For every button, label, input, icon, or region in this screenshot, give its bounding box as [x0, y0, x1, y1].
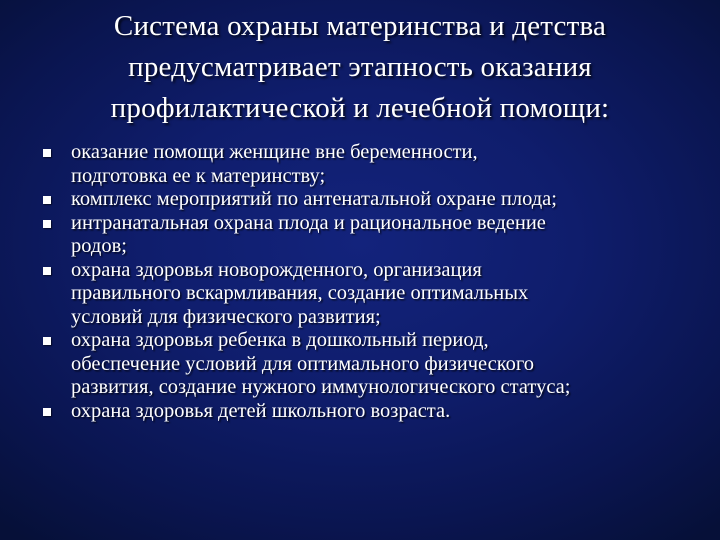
bullet-item [42, 212, 692, 259]
bullet-text: оказание помощи женщине вне беременности, подготовка ее к материнству; [71, 141, 478, 187]
bullet-item [42, 400, 692, 424]
bullet-text: охрана здоровья новорожденного, организация правильного вскармливания, создание оптимальных условий для физического развития; [71, 258, 529, 328]
square-bullet-icon [43, 220, 51, 228]
square-bullet-icon [43, 267, 51, 275]
bullet-text: охрана здоровья детей школьного возраста. [71, 399, 451, 422]
bullet-text: комплекс мероприятий по антенатальной охране плода; [71, 188, 557, 210]
bullet-item [42, 188, 692, 212]
bullet-text: интранатальная охрана плода и рациональное ведение родов; [71, 211, 546, 257]
bullet-item [42, 141, 692, 188]
bullet-item [42, 329, 692, 400]
slide-title: Система охраны материнства и детства предусматривает этапность оказания профилактической и лечебной помощи: [110, 10, 610, 124]
bullet-list [42, 141, 692, 423]
bullet-text: охрана здоровья ребенка в дошкольный период, обеспечение условий для оптимального физического развития, создание нужного иммунологического статуса; [71, 329, 571, 398]
square-bullet-icon [43, 196, 51, 204]
bullet-item [42, 259, 692, 330]
square-bullet-icon [43, 408, 51, 416]
square-bullet-icon [43, 337, 51, 345]
square-bullet-icon [43, 149, 51, 157]
